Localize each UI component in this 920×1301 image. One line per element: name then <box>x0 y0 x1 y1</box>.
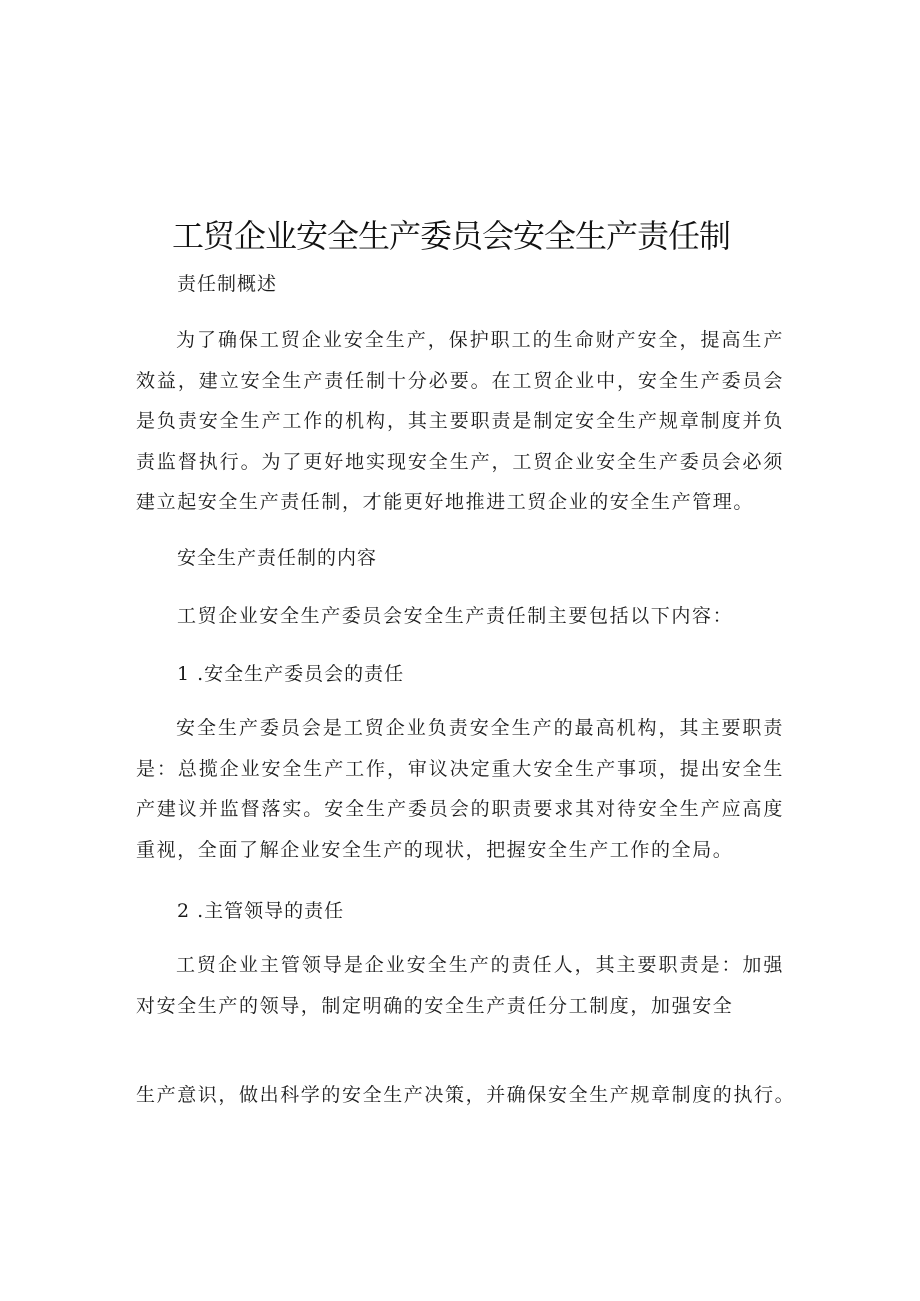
document-title: 工贸企业安全生产委员会安全生产责任制 <box>172 217 731 255</box>
paragraph-content-intro: 工贸企业安全生产委员会安全生产责任制主要包括以下内容： <box>177 605 734 627</box>
section-heading-overview: 责任制概述 <box>177 273 278 295</box>
paragraph-leader-continued: 生产意识，做出科学的安全生产决策，并确保安全生产规章制度的执行。 <box>136 1084 796 1106</box>
paragraph-committee: 安全生产委员会是工贸企业负责安全生产的最高机构，其主要职责是：总揽企业安全生产工作，审议决定重大安全生产事项，提出安全生产建议并监督落实。安全生产委员会的职责要求其对待安全生产应高度重视，全面了解企业安全生产的现状，把握安全生产工作的全局。 <box>136 717 784 861</box>
section-heading-content: 安全生产责任制的内容 <box>177 547 378 569</box>
paragraph-leader: 工贸企业主管领导是企业安全生产的责任人，其主要职责是：加强对安全生产的领导，制定明确的安全生产责任分工制度，加强安全 <box>136 954 784 1017</box>
item-heading-leader: 2 .主管领导的责任 <box>177 900 345 922</box>
item-heading-committee: 1 .安全生产委员会的责任 <box>177 663 405 685</box>
paragraph-overview: 为了确保工贸企业安全生产，保护职工的生命财产安全，提高生产效益，建立安全生产责任制十分必要。在工贸企业中，安全生产委员会是负责安全生产工作的机构，其主要职责是制定安全生产规章制度并负责监督执行。为了更好地实现安全生产，工贸企业安全生产委员会必须建立起安全生产责任制，才能更好地推进工贸企业的安全生产管理。 <box>136 329 784 513</box>
